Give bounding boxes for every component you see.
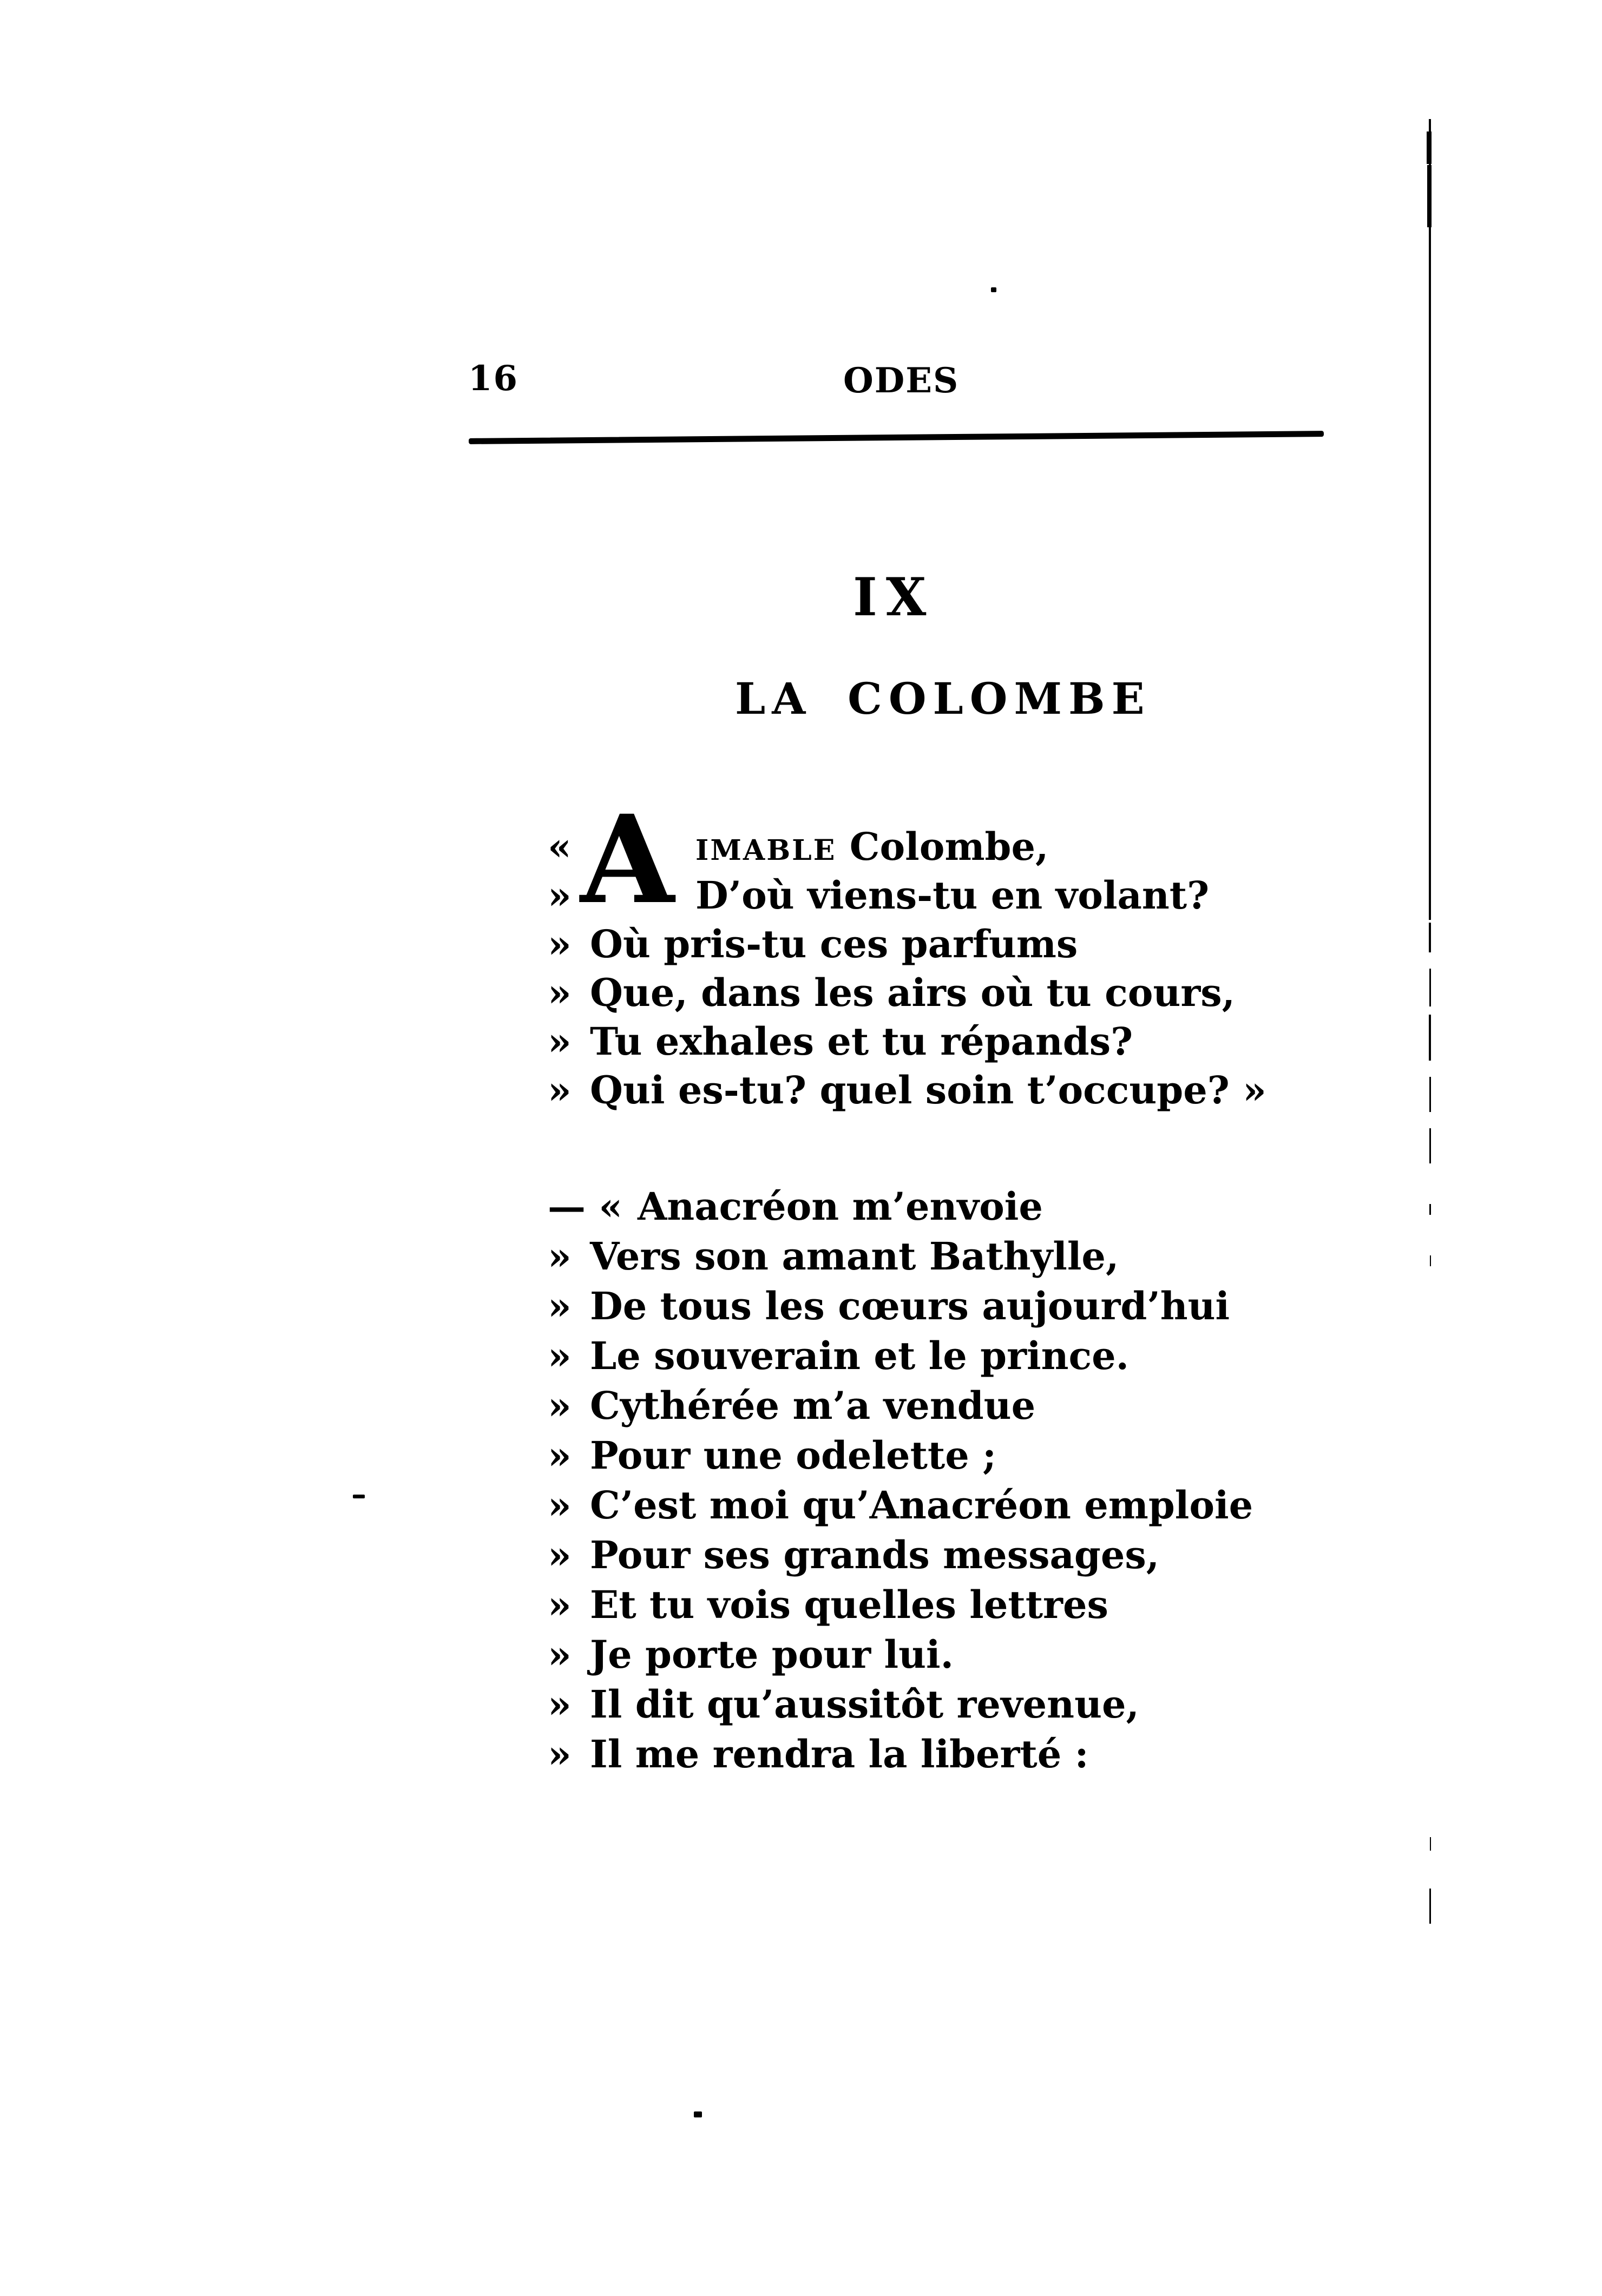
line-text: Pour ses grands messages, — [590, 1532, 1160, 1577]
poem-line — [548, 1581, 1108, 1629]
poem-line — [548, 823, 1048, 875]
poem-line — [548, 1730, 1088, 1779]
guillemet-close: » — [548, 1532, 572, 1577]
guillemet-open: « — [548, 824, 572, 869]
line-text-rest: Colombe, — [836, 824, 1049, 869]
smallcaps-word: IMABLE — [695, 834, 837, 867]
poem-title: LA COLOMBE — [735, 673, 1151, 724]
poem-line — [548, 920, 1078, 969]
poem-line — [548, 1481, 1253, 1530]
poem-line — [548, 1680, 1139, 1729]
ink-speck — [353, 1495, 365, 1498]
line-text: Anacréon m’envoie — [638, 1184, 1043, 1229]
poem-line — [548, 969, 1235, 1017]
guillemet-close: » — [548, 1582, 572, 1627]
line-text: Il dit qu’aussitôt revenue, — [590, 1682, 1139, 1727]
running-header-title: ODES — [843, 360, 960, 401]
line-text — [590, 824, 1048, 869]
poem-line — [548, 1531, 1159, 1580]
line-text: D’où viens-tu en volant? — [695, 873, 1210, 918]
poem-line — [548, 1017, 1133, 1066]
line-text: Cythérée m’a vendue — [590, 1383, 1036, 1428]
page-number: 16 — [468, 358, 519, 399]
guillemet-close: » — [548, 1284, 572, 1328]
poem-line — [548, 871, 1209, 920]
guillemet-close: » — [548, 1019, 572, 1064]
line-text: Pour une odelette ; — [590, 1433, 996, 1478]
line-text: C’est moi qu’Anacréon emploie — [590, 1483, 1253, 1528]
line-text: Il me rendra la liberté : — [590, 1732, 1089, 1777]
guillemet-close: » — [548, 1682, 572, 1727]
line-text: Qui es-tu? quel soin t’occupe? » — [590, 1068, 1266, 1113]
guillemet-close: » — [548, 1068, 572, 1113]
poem-line — [548, 1332, 1129, 1380]
line-text: Où pris-tu ces parfums — [590, 922, 1078, 966]
dropcap-letter: A — [580, 788, 674, 931]
guillemet-close: » — [548, 1632, 572, 1677]
ink-speck — [694, 2111, 702, 2117]
poem-line — [548, 1381, 1035, 1430]
guillemet-close: » — [548, 1732, 572, 1777]
guillemet-close: » — [548, 1383, 572, 1428]
line-text: Vers son amant Bathylle, — [590, 1234, 1119, 1279]
poem-line — [548, 1182, 1043, 1231]
guillemet-close: » — [548, 1483, 572, 1528]
header-rule — [469, 431, 1324, 444]
poem-line — [548, 1630, 954, 1679]
ink-speck — [991, 287, 996, 292]
guillemet-close: » — [548, 1433, 572, 1478]
line-text: Je porte pour lui. — [590, 1632, 954, 1677]
line-text: De tous les cœurs aujourd’hui — [590, 1284, 1230, 1328]
line-text: Et tu vois quelles lettres — [590, 1582, 1108, 1627]
poem-line — [548, 1282, 1230, 1331]
guillemet-close: » — [548, 1333, 572, 1378]
line-text: Que, dans les airs où tu cours, — [590, 970, 1236, 1015]
ode-section-number: IX — [853, 567, 935, 628]
guillemet-close: » — [548, 922, 572, 966]
dash-and-guillemet: — « — [548, 1184, 623, 1229]
guillemet-close: » — [548, 1234, 572, 1279]
line-text: Le souverain et le prince. — [590, 1333, 1129, 1378]
poem-line — [548, 1066, 1266, 1115]
guillemet-close: » — [548, 970, 572, 1015]
poem-line — [548, 1431, 996, 1480]
line-text: Tu exhales et tu répands? — [590, 1019, 1133, 1064]
guillemet-close: » — [548, 873, 572, 918]
poem-line — [548, 1232, 1119, 1281]
